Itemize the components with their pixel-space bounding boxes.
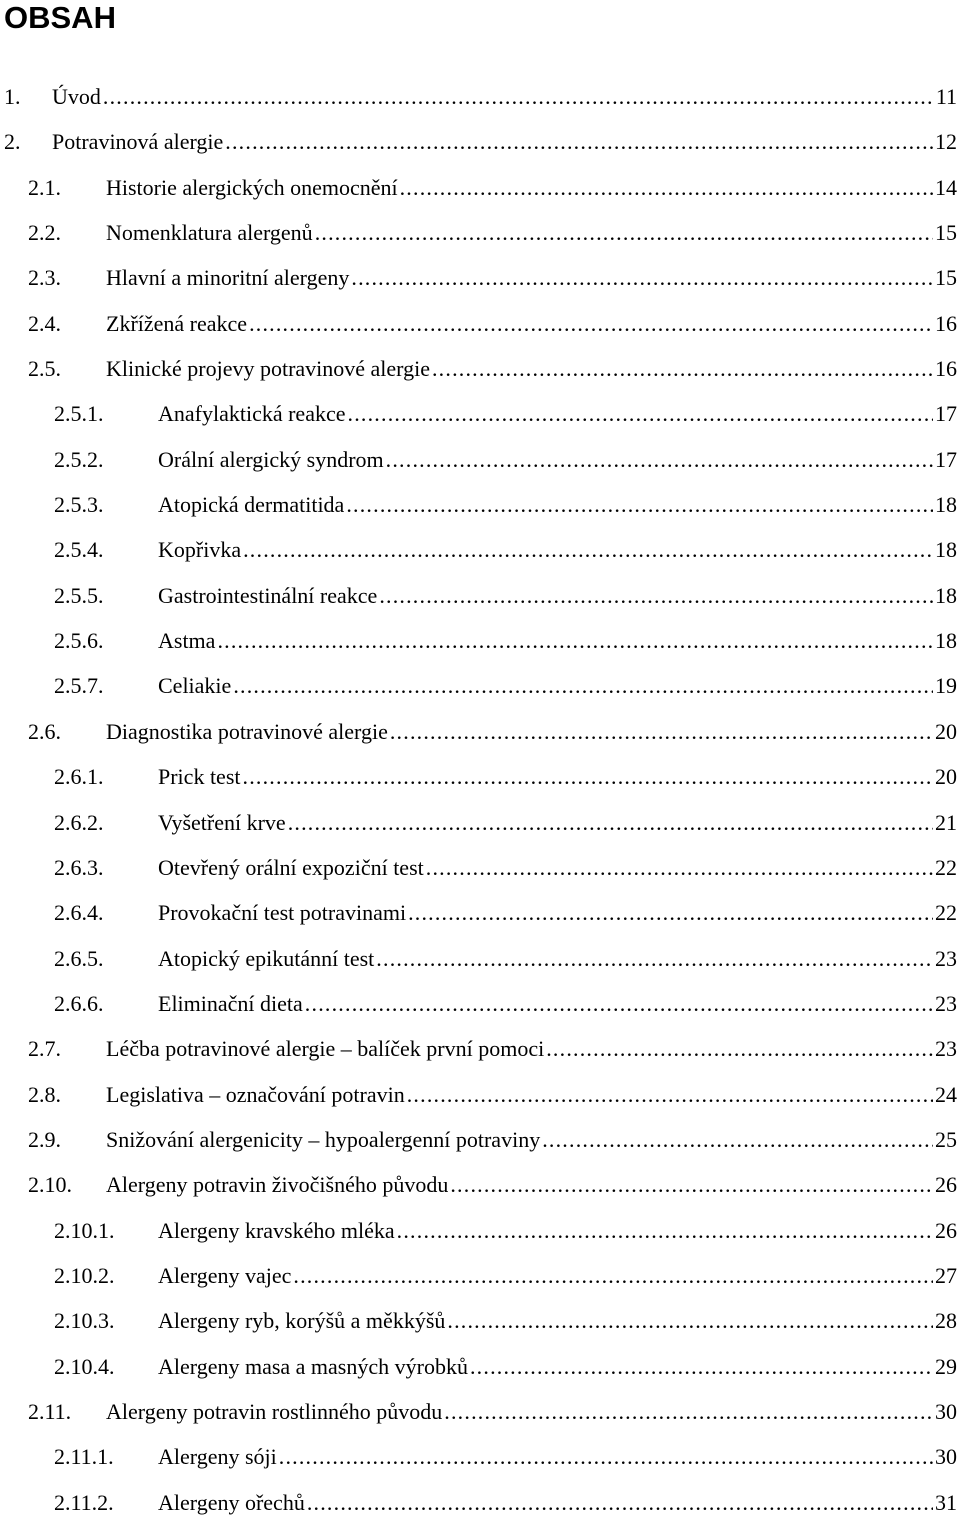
toc-entry-page-number: 25 [935, 1126, 957, 1152]
toc-entry-number: 2.5.1. [54, 401, 104, 427]
toc-entry-page-number: 26 [935, 1172, 957, 1198]
toc-entry-page-number: 28 [935, 1308, 957, 1334]
toc-entry-title: Anafylaktická reakce [158, 401, 346, 427]
toc-entry[interactable] [0, 437, 960, 482]
toc-entry[interactable] [0, 1480, 960, 1525]
toc-entry[interactable] [0, 1072, 960, 1117]
toc-entry[interactable] [0, 74, 960, 119]
dot-leader [408, 890, 933, 935]
toc-entry-page-number: 20 [935, 718, 957, 744]
dot-leader [407, 1072, 933, 1117]
toc-entry-title: Alergeny kravského mléka [158, 1217, 395, 1243]
toc-entry-page-number: 22 [935, 854, 957, 880]
dot-leader [546, 1026, 933, 1071]
toc-entry-page-number: 23 [935, 945, 957, 971]
dot-leader [243, 527, 933, 572]
toc-entry[interactable] [0, 1298, 960, 1343]
dot-leader [397, 1208, 933, 1253]
toc-entry-number: 2.10.4. [54, 1353, 115, 1379]
dot-leader [376, 936, 933, 981]
toc-entry-number: 2.5.3. [54, 492, 104, 518]
toc-entry-title: Klinické projevy potravinové alergie [106, 356, 430, 382]
toc-entry-title: Alergeny potravin rostlinného původu [106, 1398, 443, 1424]
dot-leader [447, 1298, 933, 1343]
toc-entry[interactable] [0, 527, 960, 572]
toc-entry-page-number: 17 [935, 401, 957, 427]
toc-entry[interactable] [0, 1026, 960, 1071]
toc-entry-title: Zkřížená reakce [106, 310, 248, 336]
toc-entry[interactable] [0, 890, 960, 935]
toc-entry-page-number: 18 [935, 492, 957, 518]
dot-leader [233, 663, 933, 708]
toc-entry-number: 2.11. [28, 1398, 72, 1424]
toc-entry[interactable] [0, 618, 960, 663]
toc-entry-page-number: 30 [935, 1398, 957, 1424]
toc-entry-title: Otevřený orální expoziční test [158, 854, 424, 880]
toc-entry-number: 2.6. [28, 718, 61, 744]
toc-entry-title: Alergeny potravin živočišného původu [106, 1172, 449, 1198]
dot-leader [305, 981, 933, 1026]
toc-entry[interactable] [0, 119, 960, 164]
dot-leader [470, 1344, 933, 1389]
toc-entry[interactable] [0, 1208, 960, 1253]
dot-leader [346, 482, 933, 527]
toc-entry-number: 2.10.3. [54, 1308, 115, 1334]
toc-entry-number: 2.6.2. [54, 809, 104, 835]
toc-entry-number: 2. [4, 129, 21, 155]
toc-entry-title: Kopřivka [158, 537, 242, 563]
toc-entry[interactable] [0, 663, 960, 708]
toc-entry[interactable] [0, 301, 960, 346]
toc-entry[interactable] [0, 1253, 960, 1298]
toc-entry[interactable] [0, 573, 960, 618]
toc-entry-page-number: 16 [935, 356, 957, 382]
toc-entry-title: Snižování alergenicity – hypoalergenní potraviny [106, 1126, 541, 1152]
toc-entry-title: Alergeny ořechů [158, 1489, 305, 1515]
dot-leader [243, 754, 934, 799]
dot-leader [386, 437, 933, 482]
toc-entry[interactable] [0, 165, 960, 210]
toc-entry[interactable] [0, 255, 960, 300]
toc-entry-page-number: 22 [935, 900, 957, 926]
dot-leader [450, 1162, 933, 1207]
toc-entry-number: 2.8. [28, 1081, 61, 1107]
toc-entry[interactable] [0, 709, 960, 754]
toc-entry-number: 2.6.3. [54, 854, 104, 880]
toc-entry[interactable] [0, 981, 960, 1026]
toc-entry-page-number: 29 [935, 1353, 957, 1379]
toc-entry-number: 2.5.4. [54, 537, 104, 563]
toc-entry[interactable] [0, 346, 960, 391]
toc-entry-page-number: 18 [935, 628, 957, 654]
dot-leader [379, 573, 933, 618]
toc-entry-number: 2.6.6. [54, 990, 104, 1016]
toc-entry-page-number: 31 [935, 1489, 957, 1515]
toc-entry-page-number: 15 [935, 265, 957, 291]
toc-entry-title: Alergeny sóji [158, 1444, 277, 1470]
toc-entry-page-number: 23 [935, 990, 957, 1016]
table-of-contents [0, 74, 960, 1525]
toc-entry-number: 2.2. [28, 220, 61, 246]
toc-entry-number: 2.5. [28, 356, 61, 382]
toc-entry-title: Vyšetření krve [158, 809, 286, 835]
toc-entry-number: 2.5.6. [54, 628, 104, 654]
toc-entry-title: Potravinová alergie [52, 129, 224, 155]
dot-leader [293, 1253, 933, 1298]
toc-entry-number: 2.7. [28, 1036, 61, 1062]
toc-entry[interactable] [0, 1162, 960, 1207]
toc-entry[interactable] [0, 1344, 960, 1389]
toc-entry[interactable] [0, 210, 960, 255]
toc-entry-title: Atopická dermatitida [158, 492, 345, 518]
dot-leader [390, 709, 933, 754]
dot-leader [348, 391, 934, 436]
toc-entry-number: 2.3. [28, 265, 61, 291]
dot-leader [432, 346, 933, 391]
toc-entry-page-number: 26 [935, 1217, 957, 1243]
dot-leader [288, 800, 933, 845]
toc-entry-page-number: 16 [935, 310, 957, 336]
toc-entry-title: Alergeny ryb, korýšů a měkkýšů [158, 1308, 446, 1334]
toc-entry[interactable] [0, 1389, 960, 1434]
toc-entry-title: Historie alergických onemocnění [106, 174, 398, 200]
dot-leader [307, 1480, 933, 1525]
toc-entry[interactable] [0, 391, 960, 436]
toc-entry-page-number: 11 [935, 84, 957, 109]
toc-entry-title: Hlavní a minoritní alergeny [106, 265, 350, 291]
toc-entry-title: Astma [158, 628, 216, 654]
toc-entry-title: Alergeny masa a masných výrobků [158, 1353, 468, 1379]
toc-entry-number: 1. [4, 84, 21, 109]
dot-leader [444, 1389, 933, 1434]
dot-leader [279, 1434, 933, 1479]
toc-entry-number: 2.6.4. [54, 900, 104, 926]
toc-entry-page-number: 20 [935, 764, 957, 790]
toc-entry[interactable] [0, 754, 960, 799]
toc-entry-number: 2.6.5. [54, 945, 104, 971]
toc-entry-title: Eliminační dieta [158, 990, 303, 1016]
toc-entry-number: 2.5.5. [54, 582, 104, 608]
toc-entry-page-number: 19 [935, 673, 957, 699]
toc-entry-title: Orální alergický syndrom [158, 446, 384, 472]
toc-entry-number: 2.9. [28, 1126, 61, 1152]
toc-entry-page-number: 17 [935, 446, 957, 472]
toc-entry[interactable] [0, 800, 960, 845]
toc-entry-page-number: 12 [935, 129, 957, 155]
toc-entry-number: 2.10.1. [54, 1217, 115, 1243]
toc-entry-page-number: 30 [935, 1444, 957, 1470]
toc-entry-title: Alergeny vajec [158, 1262, 292, 1288]
toc-entry-title: Provokační test potravinami [158, 900, 407, 926]
dot-leader [400, 165, 933, 210]
toc-entry-number: 2.6.1. [54, 764, 104, 790]
toc-entry-number: 2.5.2. [54, 446, 104, 472]
toc-entry-number: 2.5.7. [54, 673, 104, 699]
toc-entry-number: 2.10.2. [54, 1262, 115, 1288]
toc-entry-title: Nomenklatura alergenů [106, 220, 313, 246]
toc-entry-page-number: 27 [935, 1262, 957, 1288]
dot-leader [315, 210, 933, 255]
toc-entry-title: Prick test [158, 764, 241, 790]
toc-entry-page-number: 24 [935, 1081, 957, 1107]
toc-entry[interactable] [0, 1117, 960, 1162]
dot-leader [351, 255, 933, 300]
toc-entry[interactable] [0, 482, 960, 527]
toc-entry-number: 2.10. [28, 1172, 72, 1198]
dot-leader [225, 119, 933, 164]
toc-entry-page-number: 18 [935, 537, 957, 563]
toc-entry-page-number: 18 [935, 582, 957, 608]
dot-leader [542, 1117, 933, 1162]
toc-entry-title: Úvod [52, 84, 101, 109]
toc-entry-number: 2.11.1. [54, 1444, 114, 1470]
dot-leader [426, 845, 933, 890]
toc-entry-title: Léčba potravinové alergie – balíček první pomoci [106, 1036, 545, 1062]
toc-entry-page-number: 15 [935, 220, 957, 246]
toc-entry-title: Legislativa – označování potravin [106, 1081, 405, 1107]
toc-entry-title: Diagnostika potravinové alergie [106, 718, 388, 744]
toc-entry-page-number: 14 [935, 174, 957, 200]
toc-entry-number: 2.1. [28, 174, 61, 200]
toc-entry[interactable] [0, 845, 960, 890]
page-title: OBSAH [4, 0, 116, 35]
toc-entry-title: Celiakie [158, 673, 232, 699]
toc-entry-page-number: 21 [935, 809, 957, 835]
toc-entry-title: Atopický epikutánní test [158, 945, 375, 971]
dot-leader [217, 618, 933, 663]
dot-leader [103, 74, 934, 119]
toc-entry[interactable] [0, 1434, 960, 1479]
toc-entry-number: 2.11.2. [54, 1489, 114, 1515]
dot-leader [249, 301, 933, 346]
toc-entry-title: Gastrointestinální reakce [158, 582, 378, 608]
toc-entry-number: 2.4. [28, 310, 61, 336]
toc-entry-page-number: 23 [935, 1036, 957, 1062]
toc-entry[interactable] [0, 936, 960, 981]
